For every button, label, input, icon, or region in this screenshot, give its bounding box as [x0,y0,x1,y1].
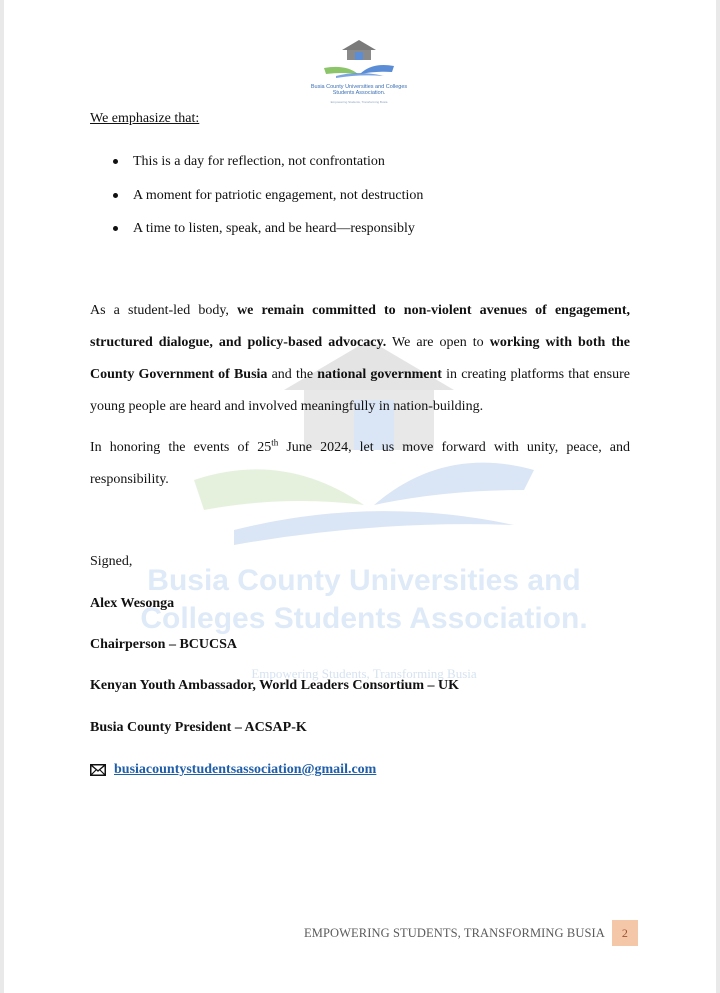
para1-text-1: As a student-led body, [90,303,238,318]
list-item: A moment for patriotic engagement, not destruction [90,186,423,220]
signatory-name: Alex Wesonga [90,596,175,611]
para2-text-1: In honoring the events of 25 [90,440,272,455]
signed-label: Signed, [90,554,133,569]
email-link[interactable]: busiacountystudentsassociation@gmail.com [114,762,377,777]
document-page [4,0,716,993]
closing-paragraph [90,432,630,496]
watermark-tagline: Empowering Students, Transforming Busia [251,666,477,681]
footer-slogan: EMPOWERING STUDENTS, TRANSFORMING BUSIA [304,925,605,940]
para1-bold-1: we remain committed to non-violent avenues of engagement, structured dialogue, and policy-based advocacy. [90,303,630,350]
list-item: A time to listen, speak, and be heard—responsibly [90,219,423,253]
commitment-paragraph [90,295,630,423]
watermark-line-1: Busia County Universities and [147,564,581,597]
para2-text-2: June 2024, let us move forward with unity, peace, and responsibility. [90,440,630,487]
envelope-icon [90,764,106,776]
signatory-role-chair: Chairperson – BCUCSA [90,637,238,652]
para1-bold-3: national government [317,367,442,382]
page-footer [304,920,638,946]
page-number: 2 [612,920,638,946]
intro-heading: We emphasize that: [90,111,200,126]
watermark-line-2: Colleges Students Association. [140,602,588,635]
signatory-role-ambassador: Kenyan Youth Ambassador, World Leaders Consortium – UK [90,678,459,693]
list-item: This is a day for reflection, not confrontation [90,152,423,186]
logo-name-text: Busia County Universities and Colleges Students Association. [310,84,408,96]
emphasis-list [90,152,423,253]
para1-text-2: We are open to [386,335,490,350]
para1-text-4: in creating platforms that ensure young people are heard and involved meaningfully in nation-building. [90,367,630,414]
logo-graphic [306,38,412,84]
para1-bold-2: working with both the County Government of Busia [90,335,631,382]
para2-superscript: th [271,437,279,448]
email-row [90,762,376,778]
signatory-role-president: Busia County President – ACSAP-K [90,720,307,735]
logo-tagline: Empowering Students, Transforming Busia [330,100,388,104]
para1-text-3: and the [267,367,318,382]
association-logo [306,38,412,110]
watermark-text [94,562,634,638]
